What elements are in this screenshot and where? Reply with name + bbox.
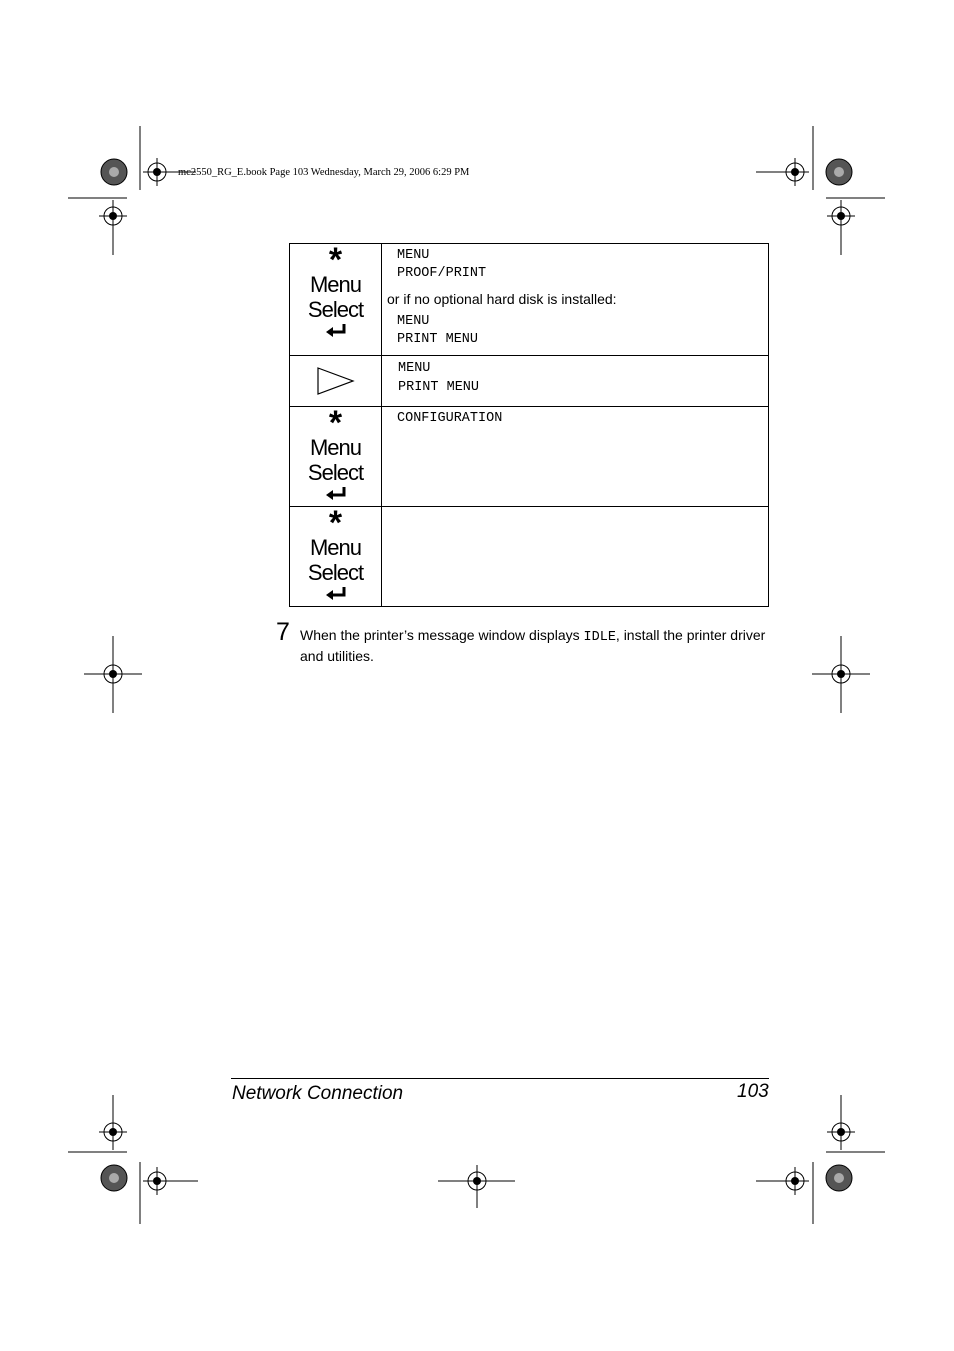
print-slug: mc2550_RG_E.book Page 103 Wednesday, March 29, 2006 6:29 PM — [178, 167, 470, 178]
footer-rule — [231, 1078, 769, 1079]
menu-select-key-icon: * Menu Select — [308, 413, 363, 506]
display-line: PROOF/PRINT — [397, 266, 487, 281]
table-row — [290, 507, 769, 607]
right-arrow-key-cell — [290, 356, 382, 407]
enter-arrow-icon — [308, 485, 363, 506]
display-line: PRINT MENU — [397, 332, 479, 347]
menu-select-key-icon: * Menu Select — [308, 513, 363, 606]
message-cell — [382, 356, 769, 407]
message-cell — [382, 507, 769, 607]
display-line: MENU — [397, 248, 430, 263]
display-line: MENU — [398, 361, 431, 376]
table-row — [290, 356, 769, 407]
display-line: MENU — [397, 314, 430, 329]
procedure-table — [289, 243, 769, 607]
table-row — [290, 407, 769, 507]
menu-select-key-cell — [290, 404, 382, 507]
display-line: CONFIGURATION — [397, 411, 503, 426]
table-row — [290, 244, 769, 356]
note-text: or if no optional hard disk is installed: — [387, 291, 617, 307]
message-cell — [382, 244, 769, 356]
right-triangle-icon — [316, 366, 356, 396]
menu-select-key-icon: * Menu Select — [308, 250, 363, 343]
footer-section-title: Network Connection — [232, 1083, 404, 1104]
enter-arrow-icon — [308, 322, 363, 343]
step-number: 7 — [276, 618, 290, 646]
message-cell — [382, 407, 769, 507]
menu-select-key-cell — [290, 504, 382, 607]
step-text: When the printer’s message window displays IDLE, install the printer driver and utilities. — [300, 627, 766, 664]
menu-select-key-cell — [290, 241, 382, 356]
display-line: PRINT MENU — [398, 380, 480, 395]
enter-arrow-icon — [308, 585, 363, 606]
idle-code: IDLE — [583, 630, 616, 645]
page-number: 103 — [737, 1081, 769, 1102]
